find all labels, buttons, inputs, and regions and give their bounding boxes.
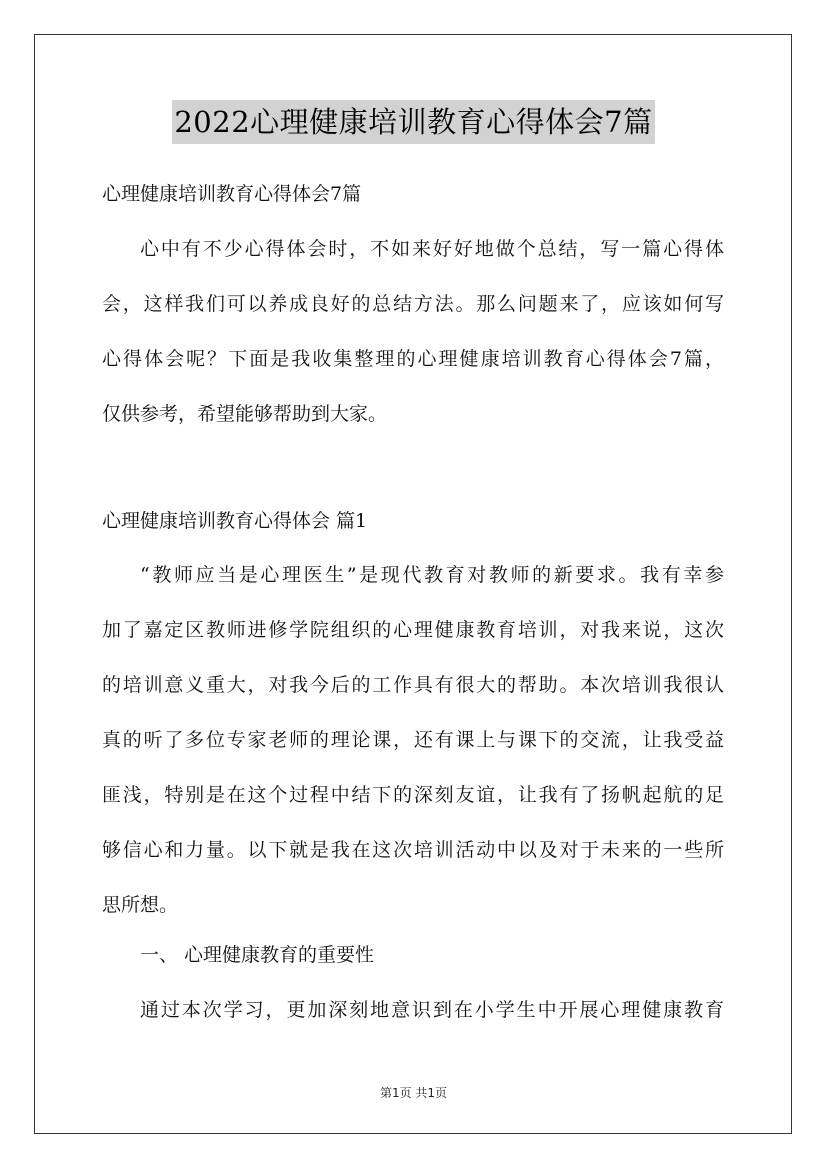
section-line-3: 的培训意义重大，对我今后的工作具有很大的帮助。本次培训我很认 [102,674,724,696]
section-line-2: 加了嘉定区教师进修学院组织的心理健康教育培训，对我来说，这次 [102,619,724,641]
document-subtitle: 心理健康培训教育心得体会7篇 [102,183,362,205]
title-container [0,100,827,144]
subheading: 一、 心理健康教育的重要性 [140,944,375,966]
intro-line-2: 会，这样我们可以养成良好的总结方法。那么问题来了，应该如何写 [102,293,724,315]
section-line-7: 思所想。 [102,894,179,916]
section-line-6: 够信心和力量。以下就是我在这次培训活动中以及对于未来的一些所 [102,839,724,861]
section-heading: 心理健康培训教育心得体会 篇1 [102,510,368,532]
document-title: 2022心理健康培训教育心得体会7篇 [172,100,654,144]
section-line-5: 匪浅，特别是在这个过程中结下的深刻友谊，让我有了扬帆起航的足 [102,784,724,806]
paragraph-last-line: 通过本次学习，更加深刻地意识到在小学生中开展心理健康教育 [140,999,724,1021]
intro-line-1: 心中有不少心得体会时，不如来好好地做个总结，写一篇心得体 [140,238,724,260]
section-line-1: “教师应当是心理医生”是现代教育对教师的新要求。我有幸参 [140,564,724,586]
intro-line-4: 仅供参考，希望能够帮助到大家。 [102,403,388,425]
intro-line-3: 心得体会呢？下面是我收集整理的心理健康培训教育心得体会7篇， [102,348,724,370]
page-footer: 第1页 共1页 [379,1086,448,1100]
section-line-4: 真的听了多位专家老师的理论课，还有课上与课下的交流，让我受益 [102,729,724,751]
